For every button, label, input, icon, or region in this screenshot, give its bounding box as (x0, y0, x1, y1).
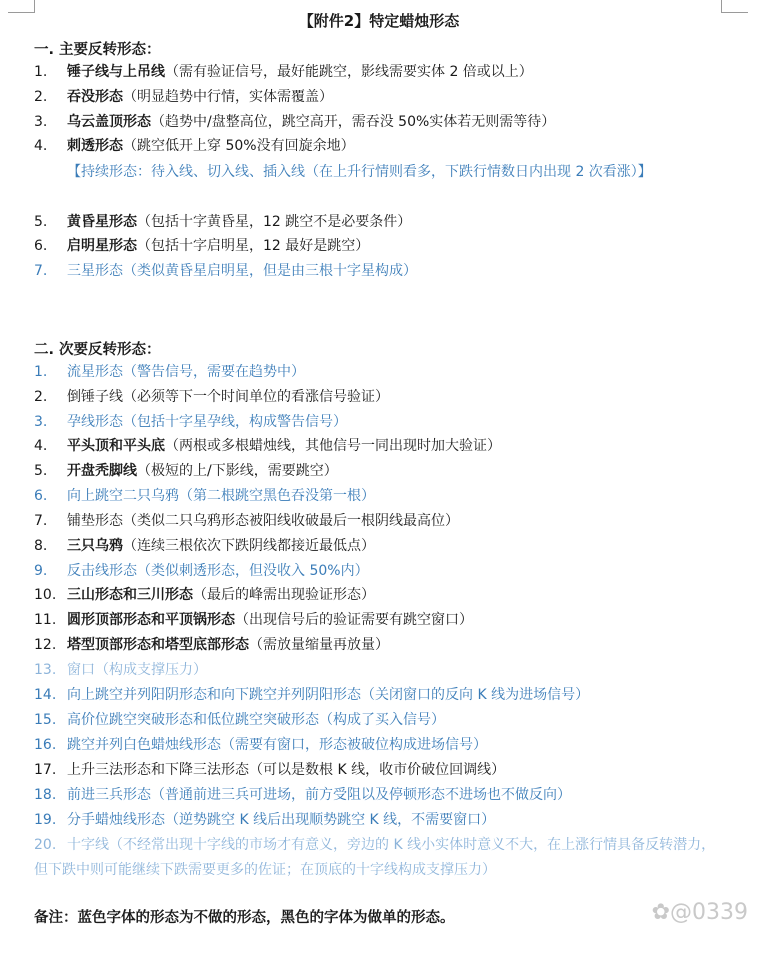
list-item: 6. 向上跳空二只乌鸦（第二根跳空黑色吞没第一根） (34, 488, 375, 504)
list-item: 5. 黄昏星形态（包括十字黄昏星，12 跳空不是必要条件） (34, 214, 412, 230)
list-item: 5. 开盘秃脚线（极短的上/下影线，需要跳空） (34, 463, 338, 479)
list-item: 1. 锤子线与上吊线（需有验证信号，最好能跳空，影线需要实体 2 倍或以上） (34, 64, 533, 80)
list-item: 15. 高价位跳空突破形态和低位跳空突破形态（构成了买入信号） (34, 712, 445, 728)
list-item: 16. 跳空并列白色蜡烛线形态（需要有窗口，形态被破位构成进场信号） (34, 737, 487, 753)
continuation-patterns-note: 【持续形态：待入线、切入线、插入线（在上升行情则看多，下跌行情数日内出现 2 次看涨）】 (67, 164, 652, 180)
list-item: 7. 铺垫形态（类似二只乌鸦形态被阳线收破最后一根阴线最高位） (34, 513, 459, 529)
document-title: 【附件2】特定蜡烛形态 (298, 12, 460, 30)
list-item: 4. 刺透形态（跳空低开上穿 50%没有回旋余地） (34, 138, 355, 154)
list-item: 8. 三只乌鸦（连续三根依次下跌阴线都接近最低点） (34, 538, 375, 554)
list-item: 17. 上升三法形态和下降三法形态（可以是数根 K 线，收市价破位回调线） (34, 762, 506, 778)
list-item: 2. 吞没形态（明显趋势中行情，实体需覆盖） (34, 89, 333, 105)
list-item: 3. 乌云盖顶形态（趋势中/盘整高位，跳空高开，需吞没 50%实体若无则需等待） (34, 114, 556, 130)
list-item: 13. 窗口（构成支撑压力） (34, 662, 207, 678)
list-item: 14. 向上跳空并列阳阴形态和向下跳空并列阴阳形态（关闭窗口的反向 K 线为进场信号） (34, 687, 590, 703)
list-item: 2. 倒锤子线（必须等下一个时间单位的看涨信号验证） (34, 389, 389, 405)
paw-icon: ✿ (651, 900, 670, 925)
list-item: 1. 流星形态（警告信号，需要在趋势中） (34, 364, 305, 380)
section-heading-major: 一. 主要反转形态： (34, 42, 161, 58)
list-item: 19. 分手蜡烛线形态（逆势跳空 K 线后出现顺势跳空 K 线，不需要窗口） (34, 812, 496, 828)
list-item: 6. 启明星形态（包括十字启明星，12 最好是跳空） (34, 238, 370, 254)
list-item: 20. 十字线（不经常出现十字线的市场才有意义，旁边的 K 线小实体时意义不大，在上涨行情具备反转潜力，但下跌中则可能继续下跌需要更多的佐证；在顶底的十字线构成支撑压力） (34, 837, 716, 878)
list-item: 10. 三山形态和三川形态（最后的峰需出现验证形态） (34, 587, 375, 603)
list-item: 7. 三星形态（类似黄昏星启明星，但是由三根十字星构成） (34, 263, 417, 279)
list-item: 4. 平头顶和平头底（两根或多根蜡烛线，其他信号一同出现时加大验证） (34, 438, 501, 454)
section-heading-minor: 二. 次要反转形态： (34, 342, 161, 358)
list-item: 18. 前进三兵形态（普通前进三兵可进场，前方受阻以及停顿形态不进场也不做反向） (34, 787, 571, 803)
list-item: 11. 圆形顶部形态和平顶锅形态（出现信号后的验证需要有跳空窗口） (34, 612, 473, 628)
footer-note: 备注：蓝色字体的形态为不做的形态，黑色的字体为做单的形态。 (34, 910, 455, 926)
list-item: 12. 塔型顶部形态和塔型底部形态（需放量缩量再放量） (34, 637, 389, 653)
list-item: 9. 反击线形态（类似刺透形态，但没收入 50%内） (34, 563, 369, 579)
list-item: 3. 孕线形态（包括十字星孕线，构成警告信号） (34, 414, 347, 430)
watermark: ✿@0339 (651, 900, 748, 925)
